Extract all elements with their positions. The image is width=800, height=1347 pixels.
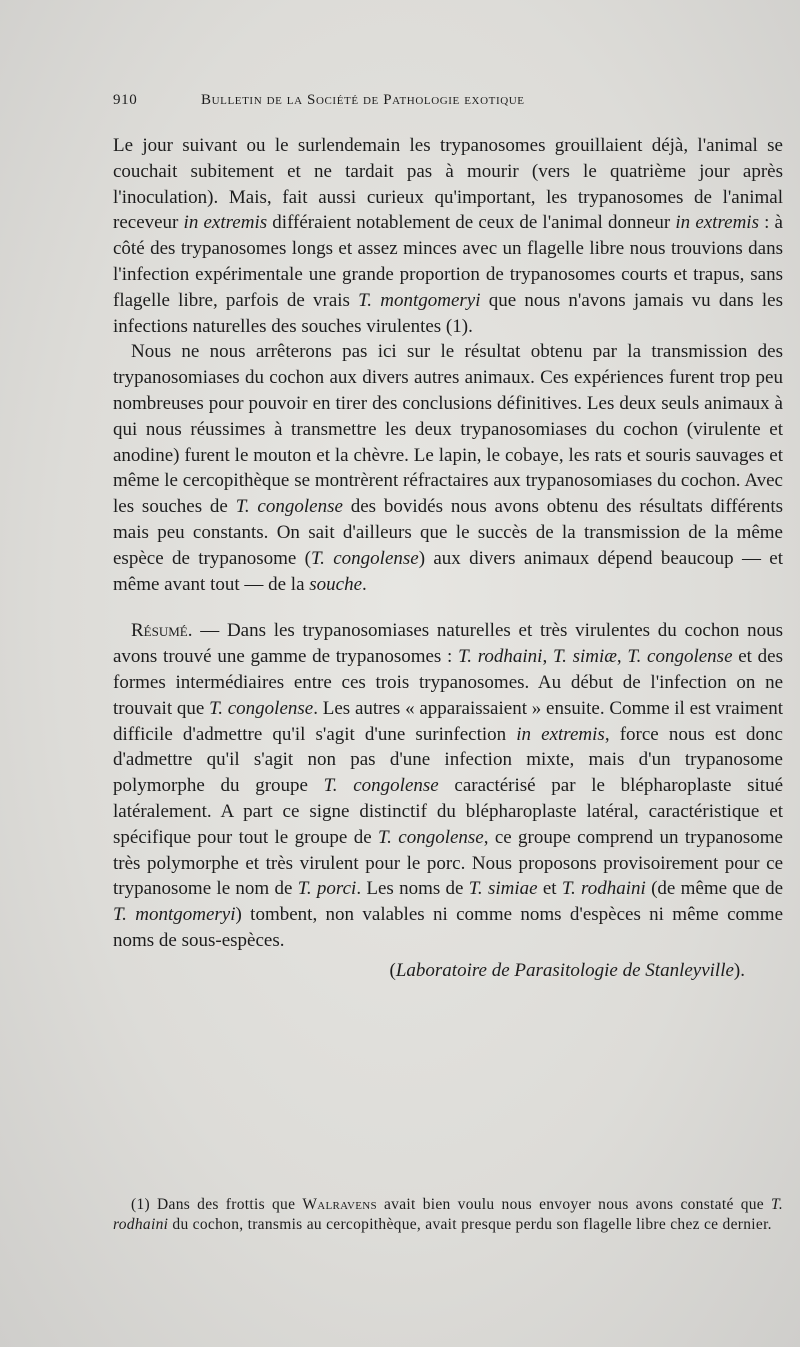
author-name: Walravens — [302, 1196, 377, 1213]
text-run: différaient notablement de ceux de l'animal donneur — [267, 212, 676, 234]
footnote-text — [113, 1195, 783, 1234]
species-name: T. rodhaini — [458, 646, 543, 668]
text-run: caractérisé par le blépharoplaste situé latéralement. A part ce signe distinctif du blépharoplaste latéral, caractéristique et spécifique pour tout le groupe de — [113, 775, 783, 848]
paragraph-2 — [113, 339, 783, 597]
laboratory-name: Laboratoire de Parasitologie de Stanleyville — [395, 959, 734, 981]
laboratory-signature — [113, 958, 783, 984]
text-run: que nous n'avons jamais vu dans les infections naturelles des souches virulentes (1). — [113, 289, 783, 337]
text-run: : à côté des trypanosomes longs et assez minces avec un flagelle libre nous trouvions dans l'infection expérimentale une grande proportion de trypanosomes courts et trapus, sans flagelle libre, parfois de vrais — [113, 212, 783, 311]
text-run: , — [616, 646, 628, 668]
text-run: ) tombent, non valables ni comme noms d'espèces ni même comme noms de sous-espèces. — [113, 904, 783, 951]
footnote — [113, 1195, 783, 1234]
text-run: ( — [389, 959, 396, 981]
italic-term: in extremis — [516, 723, 605, 745]
species-name: T. congolense — [235, 496, 343, 518]
running-title: Bulletin de la Société de Pathologie exotique — [201, 92, 525, 108]
species-name: T. montgomeryi — [113, 904, 236, 926]
running-header — [113, 92, 683, 109]
text-run: — Dans les trypanosomiases naturelles et très virulentes du cochon nous avons trouvé une gamme de trypanosomes : — [113, 620, 783, 668]
text-run: Le jour suivant ou le surlendemain les trypanosomes grouillaient déjà, l'animal se couchait subitement et ne tardait pas à mourir (vers le quatrième jour après l'inoculation). Mais, fait aussi curieux qu'important, les trypanosomes de l'animal receveur — [113, 135, 783, 234]
text-run: . — [362, 573, 367, 595]
text-run: et — [537, 878, 562, 900]
species-name: T. rodhaini — [113, 1196, 783, 1233]
page-number: 910 — [113, 92, 138, 108]
text-run: ) aux divers animaux dépend beaucoup — et même avant tout — de la — [113, 547, 783, 595]
main-text — [113, 133, 783, 984]
text-run: ). — [733, 959, 745, 981]
italic-term: souche — [309, 573, 363, 595]
summary-label: Résumé. — [131, 620, 193, 642]
text-run: des bovidés nous avons obtenu des résultats différents mais peu constants. On sait d'ailleurs que le succès de la transmission de la même espèce de trypanosome ( — [113, 496, 783, 569]
italic-term: in extremis — [183, 212, 268, 234]
text-run: avait bien voulu nous envoyer nous avons constaté que — [376, 1196, 772, 1213]
summary-paragraph — [113, 618, 783, 953]
species-name: T. porci — [297, 878, 357, 900]
text-run: , — [542, 646, 553, 668]
species-name: T. congolense — [209, 697, 314, 719]
species-name: T. congolense — [627, 646, 733, 668]
species-name: T. congolense — [378, 826, 484, 848]
text-run: Nous ne nous arrêterons pas ici sur le résultat obtenu par la transmission des trypanosomiases du cochon aux divers autres animaux. Ces expériences furent trop peu nombreuses pour pouvoir en tirer des conclusions définitives. Les deux seuls animaux à qui nous réussimes à transmettre les deux trypanosomiases du cochon (virulente et anodine) furent le mouton et la chèvre. Le lapin, le cobaye, les rats et souris sauvages et même le cercopithèque se montrèrent réfractaires aux trypanosomiases du cochon. Avec les souches de — [113, 341, 783, 518]
text-run: . Les noms de — [356, 878, 469, 900]
species-name: T. congolense — [323, 775, 439, 797]
species-name: T. simiae — [468, 878, 538, 900]
text-run: . Les autres « apparaissaient » ensuite. Comme il est vraiment difficile d'admettre qu'il s'agit d'une surinfection — [113, 697, 784, 745]
species-name: T. congolense — [311, 547, 419, 569]
italic-term: in extremis — [675, 212, 759, 234]
paragraph-1 — [113, 133, 783, 339]
text-run: , force nous est donc d'admettre qu'il s'agit non pas d'une infection mixte, mais d'un trypanosome polymorphe du groupe — [113, 723, 783, 797]
species-name: T. montgomeryi — [358, 289, 481, 311]
text-run: (1) Dans des frottis que — [131, 1196, 303, 1213]
text-run: (de même que de — [645, 878, 784, 900]
species-name: T. rodhaini — [561, 878, 646, 900]
species-name: T. simiæ — [552, 646, 617, 668]
text-run: et des formes intermédiaires entre ces trois trypanosomes. Au début de l'infection on ne trouvait que — [113, 646, 784, 719]
text-run: , ce groupe comprend un trypanosome très polymorphe et très virulent pour le porc. Nous proposons provisoirement pour ce trypanosome le nom de — [113, 826, 783, 900]
text-run: du cochon, transmis au cercopithèque, avait presque perdu son flagelle libre chez ce dernier. — [168, 1215, 772, 1233]
